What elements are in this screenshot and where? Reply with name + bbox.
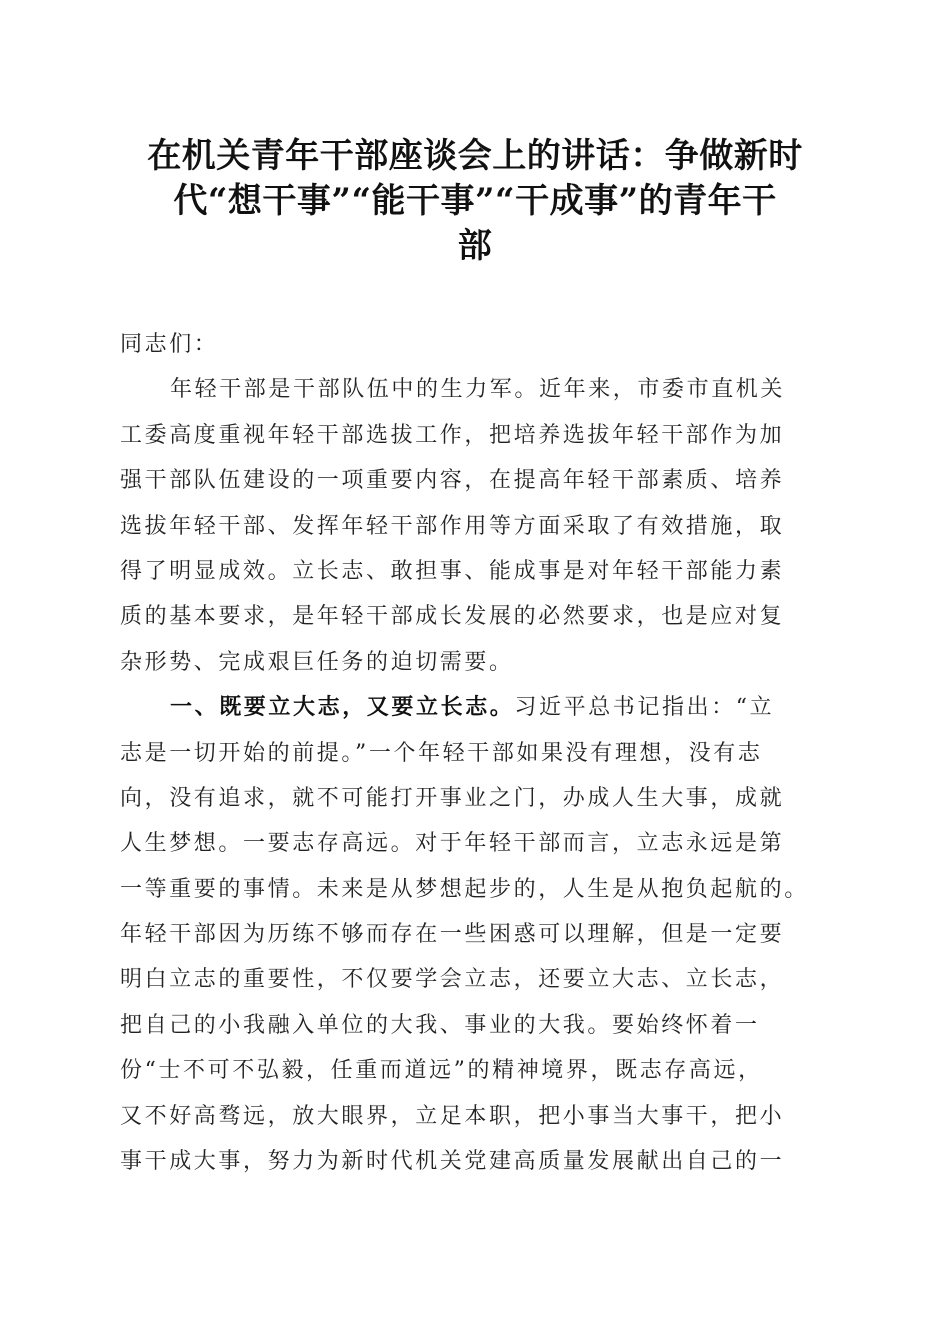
paragraph-line: 杂形势、完成艰巨任务的迫切需要。 [120,649,514,675]
paragraph-line: 年轻干部是干部队伍中的生力军。近年来，市委市直机关 [170,377,786,403]
title-line-1: 在机关青年干部座谈会上的讲话：争做新时 [147,136,803,176]
paragraph-line: 一等重要的事情。未来是从梦想起步的，人生是从抱负起航的。 [120,876,809,902]
document-title [110,134,840,269]
title-line-2: 代“想干事”“能干事”“干成事”的青年干 [173,181,777,221]
paragraph-intro [120,367,832,685]
paragraph-line: 份“士不可不弘毅，任重而道远”的精神境界，既志存高远， [120,1058,763,1084]
paragraph-line: 人生梦想。一要志存高远。对于年轻干部而言，立志永远是第 [120,831,785,857]
salutation: 同志们： [120,332,219,357]
paragraph-line: 强干部队伍建设的一项重要内容，在提高年轻干部素质、培养 [120,468,785,494]
document-body [120,322,832,1184]
title-line-3: 部 [457,226,493,266]
paragraph-line: 年轻干部因为历练不够而存在一些困惑可以理解，但是一定要 [120,922,785,948]
paragraph-line: 质的基本要求，是年轻干部成长发展的必然要求，也是应对复 [120,604,785,630]
paragraph-line: 把自己的小我融入单位的大我、事业的大我。要始终怀着一 [120,1012,760,1038]
paragraph-line: 选拔年轻干部、发挥年轻干部作用等方面采取了有效措施，取 [120,513,785,539]
section-1-first-line [120,685,832,730]
paragraph-line: 又不好高骛远，放大眼界，立足本职，把小事当大事干，把小 [120,1103,785,1129]
section-1 [120,685,832,1184]
paragraph-line: 志是一切开始的前提。”一个年轻干部如果没有理想，没有志 [120,740,763,766]
paragraph-line: 工委高度重视年轻干部选拔工作，把培养选拔年轻干部作为加 [120,422,785,448]
paragraph-line: 得了明显成效。立长志、敢担事、能成事是对年轻干部能力素 [120,558,785,584]
paragraph-line: 明白立志的重要性，不仅要学会立志，还要立大志、立长志， [120,967,785,993]
paragraph-line: 向，没有追求，就不可能打开事业之门，办成人生大事，成就 [120,785,785,811]
section-1-first-rest: 习近平总书记指出：“立 [514,695,775,721]
paragraph-line: 事干成大事，努力为新时代机关党建高质量发展献出自己的一 [120,1149,785,1175]
section-1-heading: 一、既要立大志，又要立长志。 [170,694,515,721]
